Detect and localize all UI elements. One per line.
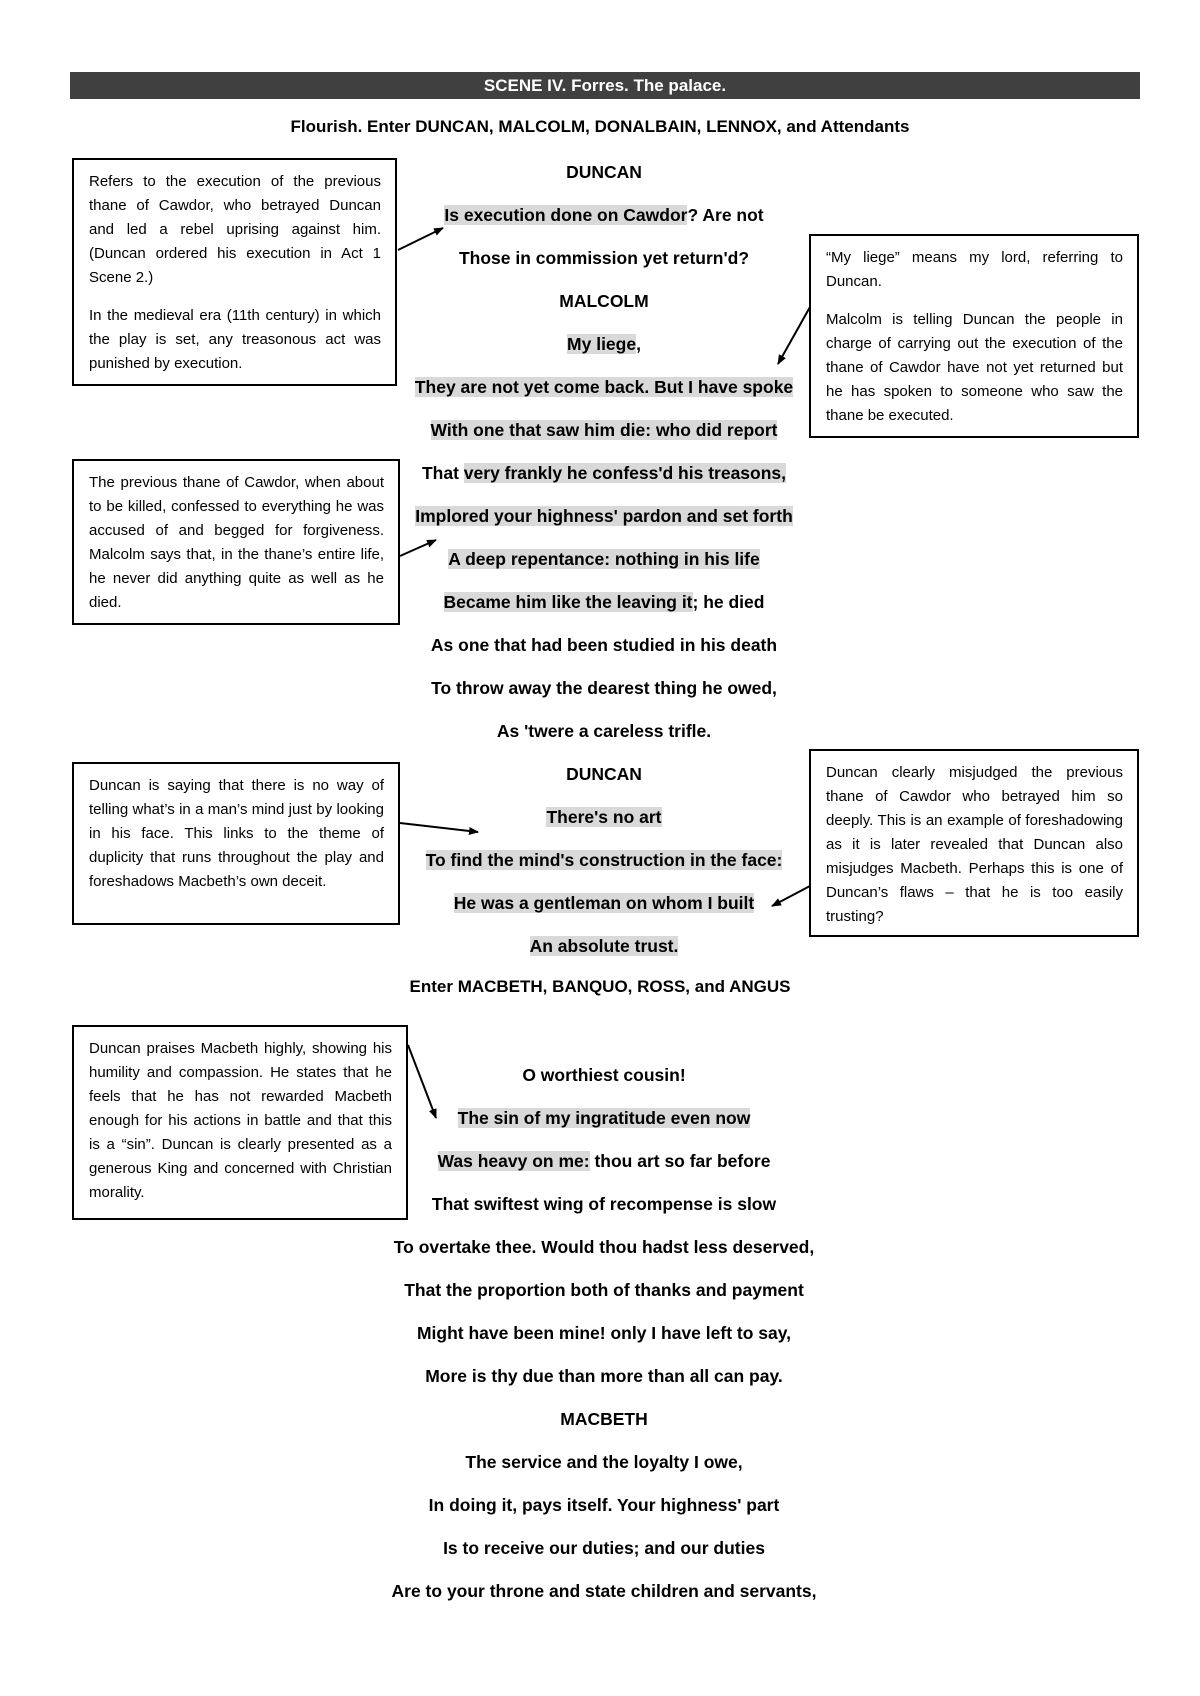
highlighted-text: With one that saw him die: who did report xyxy=(430,420,778,440)
annotation-paragraph: The previous thane of Cawdor, when about to be killed, confessed to everything he was accused of and begged for forgiveness. Malcolm says that, in the thane’s entire life, he never did anything quite as well as he died. xyxy=(89,474,384,611)
stage-direction-opening: Flourish. Enter DUNCAN, MALCOLM, DONALBAIN, LENNOX, and Attendants xyxy=(290,117,910,136)
script-line xyxy=(0,633,1200,657)
script-line xyxy=(0,1364,1200,1388)
script-line xyxy=(0,1235,1200,1259)
script-text: The service and the loyalty I owe, xyxy=(465,1452,743,1472)
highlighted-text: Was heavy on me: xyxy=(437,1151,590,1171)
highlighted-text: My liege xyxy=(567,334,637,354)
script-line xyxy=(0,1536,1200,1560)
script-line xyxy=(0,676,1200,700)
script-text: That xyxy=(421,463,464,483)
highlighted-text: There's no art xyxy=(546,807,662,827)
annotation-paragraph: Duncan is saying that there is no way of telling what’s in a man’s mind just by looking in his face. This links to the theme of duplicity that runs throughout the play and foreshadows Macbeth’s own deceit. xyxy=(89,777,384,890)
script-text: As 'twere a careless trifle. xyxy=(496,721,712,741)
highlighted-text: An absolute trust. xyxy=(529,936,679,956)
script-text: DUNCAN xyxy=(566,764,642,784)
script-text: That swiftest wing of recompense is slow xyxy=(431,1194,777,1214)
script-line xyxy=(0,1493,1200,1517)
highlighted-text: Became him like the leaving it xyxy=(443,592,693,612)
script-text: More is thy due than more than all can pay. xyxy=(425,1366,783,1386)
script-text: , xyxy=(636,334,641,354)
script-text: ; he died xyxy=(692,592,765,612)
annotation-execution xyxy=(72,158,397,386)
annotation-paragraph: Refers to the execution of the previous thane of Cawdor, who betrayed Duncan and led a rebel uprising against him. (Duncan ordered his execution in Act 1 Scene 2.) xyxy=(89,173,381,286)
highlighted-text: He was a gentleman on whom I built xyxy=(453,893,755,913)
script-text: ? Are not xyxy=(687,205,764,225)
highlighted-text: very frankly he confess'd his treasons, xyxy=(463,463,787,483)
annotation-paragraph: Duncan praises Macbeth highly, showing his humility and compassion. He states that he feels that he has not rewarded Macbeth enough for his actions in battle and that this is a “sin”. Duncan is clearly presented as a generous King and concerned with Christian morality. xyxy=(89,1040,392,1201)
script-text: That the proportion both of thanks and payment xyxy=(404,1280,804,1300)
script-text: Are to your throne and state children and servants, xyxy=(391,1581,817,1601)
highlighted-text: Implored your highness' pardon and set forth xyxy=(415,506,793,526)
script-line xyxy=(0,934,1200,958)
highlighted-text: Is execution done on Cawdor xyxy=(444,205,688,225)
highlighted-text: The sin of my ingratitude even now xyxy=(457,1108,751,1128)
annotation-paragraph: Duncan clearly misjudged the previous thane of Cawdor who betrayed him so deeply. This is an example of foreshadowing as it is later revealed that Duncan also misjudges Macbeth. Perhaps this is one of Duncan’s flaws – that he is too easily trusting? xyxy=(826,764,1123,925)
script-line xyxy=(0,719,1200,743)
annotation-paragraph: In the medieval era (11th century) in which the play is set, any treasonous act was punished by execution. xyxy=(89,307,381,372)
annotation-paragraph: “My liege” means my lord, referring to Duncan. xyxy=(826,249,1123,290)
annotation-duplicity xyxy=(72,762,400,925)
script-text: Those in commission yet return'd? xyxy=(458,248,750,268)
highlighted-text: A deep repentance: nothing in his life xyxy=(448,549,760,569)
scene-title: SCENE IV. Forres. The palace. xyxy=(70,72,1140,99)
script-line xyxy=(0,1450,1200,1474)
script-text: thou art so far before xyxy=(589,1151,771,1171)
script-text: MACBETH xyxy=(560,1409,648,1429)
script-line xyxy=(0,1407,1200,1431)
script-text: To throw away the dearest thing he owed, xyxy=(431,678,777,698)
script-text: In doing it, pays itself. Your highness' part xyxy=(428,1495,780,1515)
script-text: O worthiest cousin! xyxy=(522,1065,686,1085)
script-text: To overtake thee. Would thou hadst less deserved, xyxy=(393,1237,815,1257)
script-line xyxy=(0,1278,1200,1302)
annotation-praise xyxy=(72,1025,408,1220)
script-text: MALCOLM xyxy=(559,291,649,311)
script-text: As one that had been studied in his death xyxy=(430,635,778,655)
stage-direction-enter: Enter MACBETH, BANQUO, ROSS, and ANGUS xyxy=(409,977,791,996)
annotation-my-liege xyxy=(809,234,1139,438)
annotation-confession xyxy=(72,459,400,625)
highlighted-text: To find the mind's construction in the face: xyxy=(425,850,783,870)
annotation-foreshadowing xyxy=(809,749,1139,937)
highlighted-text: They are not yet come back. But I have spoke xyxy=(414,377,794,397)
annotation-paragraph: Malcolm is telling Duncan the people in charge of carrying out the execution of the thane of Cawdor have not yet returned but he has spoken to someone who saw the thane be executed. xyxy=(826,311,1123,424)
script-text: Is to receive our duties; and our duties xyxy=(443,1538,765,1558)
script-line xyxy=(0,1321,1200,1345)
script-text: Might have been mine! only I have left to say, xyxy=(416,1323,792,1343)
script-line xyxy=(0,1579,1200,1603)
script-text: DUNCAN xyxy=(566,162,642,182)
